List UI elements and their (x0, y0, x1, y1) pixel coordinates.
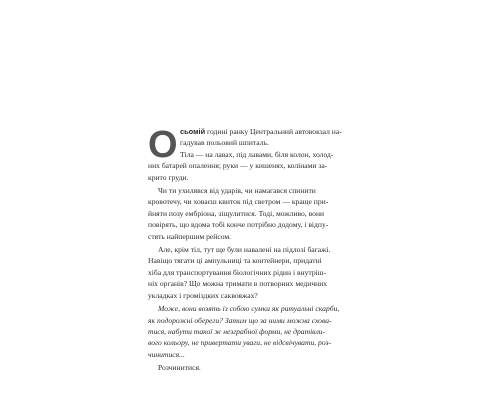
text-line: вого кольору, не привертати уваги, не відсвічувати, роз- (148, 338, 332, 348)
text-line (148, 126, 356, 137)
text-line: крито груди. (148, 172, 189, 182)
text-line: чинитися... (148, 349, 185, 359)
text-line: Тіла — на лавах, під лавами, біля колон, холод- (180, 149, 334, 159)
text-line: хіба для транспортування біологічних рідин і внутріш- (148, 267, 327, 277)
text-line: Може, вони возять із собою сумки як ритуальні скарби, (158, 304, 340, 314)
text-line: укладках і громіздких саквояжах? (148, 290, 258, 300)
text-line: Але, крім тіл, тут ще були навалені на підлозі багажі. (158, 245, 331, 255)
text-line: йняти позу ембріона, зіщулитися. Тоді, можливо, вони (148, 208, 325, 218)
text-line: Розчинитися. (158, 363, 201, 373)
lead-word: сьомій (180, 127, 206, 136)
text-line: Чи ти ухилявся від ударів, чи намагався спинити (158, 186, 316, 196)
text-line: гадував польовий шпиталь. (180, 138, 269, 148)
text-line: стять найпершим рейсом. (148, 231, 232, 241)
chapter-text (148, 126, 356, 374)
text-line: кровотечу, чи ховаєш квиток під светром — краще при- (148, 197, 329, 207)
text-span: годині ранку Центральний автовокзал на- (205, 127, 342, 136)
text-line: тися, набути такої ж незграбної форми, не дратівли- (148, 326, 326, 336)
drop-cap: О (148, 124, 178, 166)
text-line: Навіщо тягати ці ампульниці та контейнери, придатні (148, 256, 322, 266)
text-line: повірять, що вдома тобі конче потрібно додому, і відпу- (148, 220, 329, 230)
text-line: них батарей опалення; руки — у кишенях, колінами за- (148, 161, 328, 171)
text-line: ніх органів? Що можна тримати в потворних медичних (148, 279, 328, 289)
text-line: як подорожні обереги? Затим що за ними можна схова- (148, 315, 332, 325)
